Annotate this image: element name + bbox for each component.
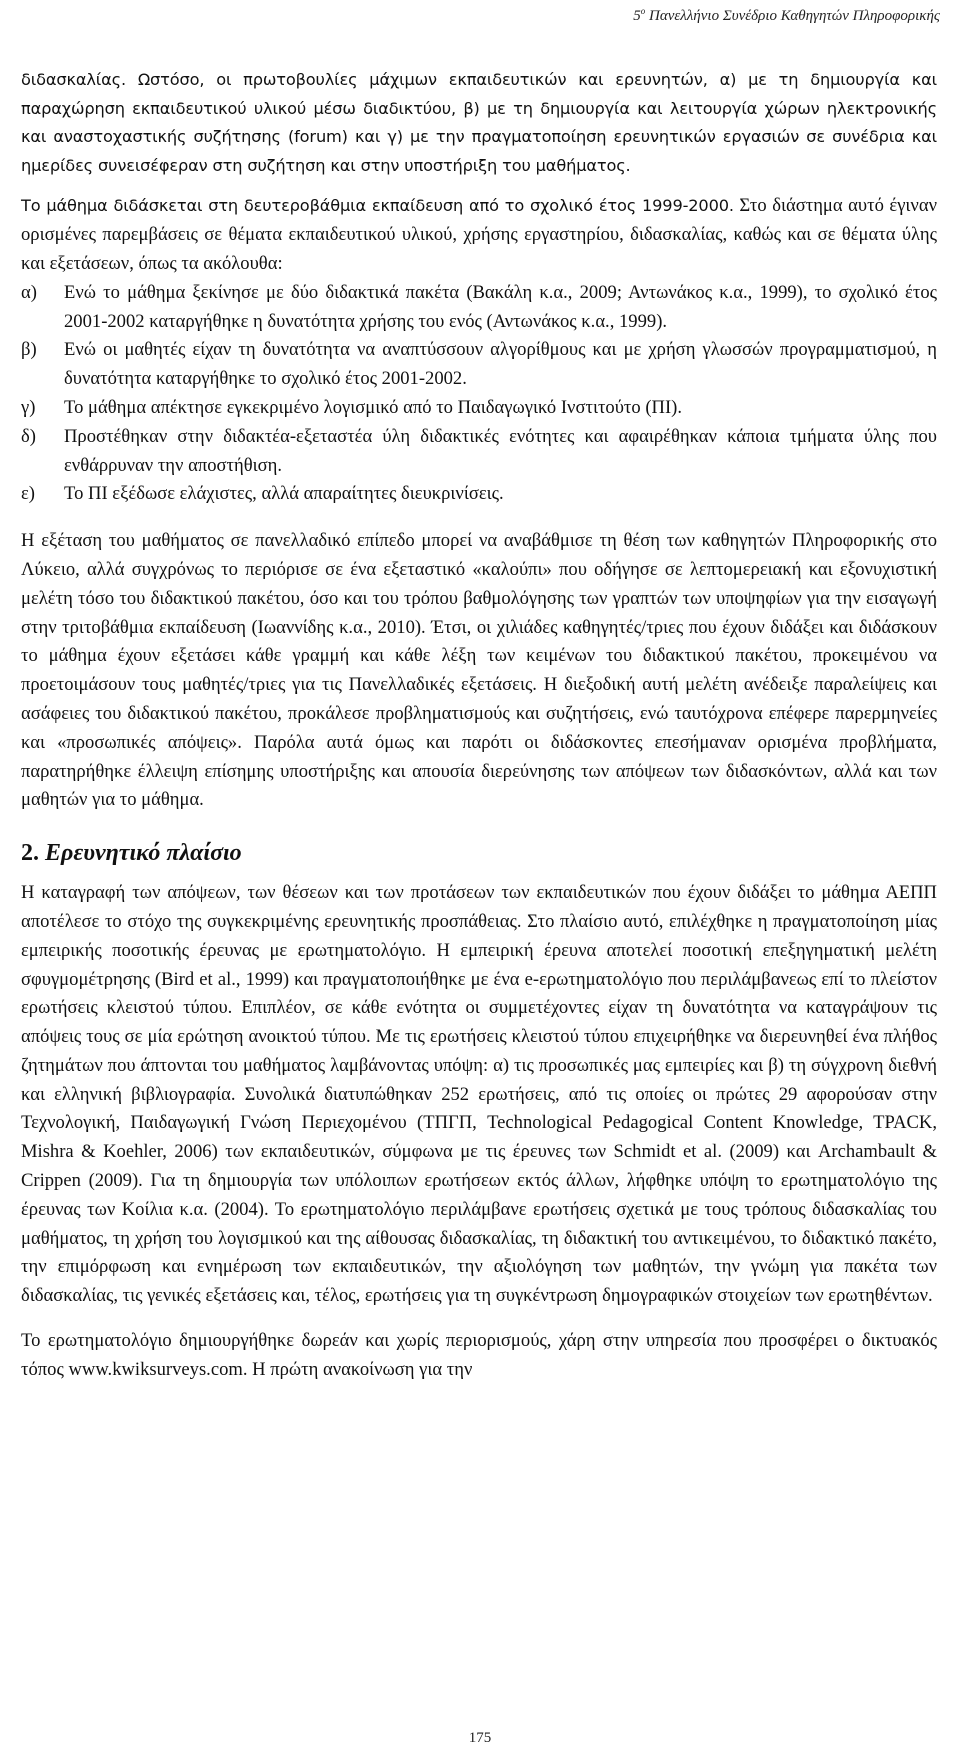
list-item — [21, 336, 937, 394]
section-title: Ερευνητικό πλαίσιο — [45, 840, 242, 867]
list-item-text: Ενώ το μάθημα ξεκίνησε με δύο διδακτικά πακέτα (Βακάλη κ.α., 2009; Αντωνάκος κ.α., 1999), το σχολικό έτος 2001-2002 καταργήθηκε η δυνατότητα χρήσης του ενός (Αντωνάκος κ.α., 1999). — [64, 281, 937, 332]
list-item — [21, 279, 937, 337]
list-item-text: Το ΠΙ εξέδωσε ελάχιστες, αλλά απαραίτητες διευκρινίσεις. — [64, 483, 504, 505]
section-heading — [21, 837, 937, 869]
list-item-text: Ενώ οι μαθητές είχαν τη δυνατότητα να αναπτύσσουν αλγορίθμους και με χρήση γλωσσών προγραμματισμού, η δυνατότητα καταργήθηκε το σχολικό έτος 2001-2002. — [64, 339, 937, 390]
survey-paragraph: Το ερωτηματολόγιο δημιουργήθηκε δωρεάν και χωρίς περιορισμούς, χάρη στην υπηρεσία που προσφέρει ο δικτυακός τόπος www.kwiksurveys.com. Η πρώτη ανακοίνωση για την — [21, 1330, 937, 1380]
course-paragraph-sans: Το μάθημα διδάσκεται στη δευτεροβάθμια εκπαίδευση από το σχολικό έτος 1999-2000. — [21, 196, 734, 216]
page-number: 175 — [468, 1730, 492, 1746]
list-item-text: Προστέθηκαν στην διδακτέα-εξεταστέα ύλη διδακτικές ενότητες και αφαιρέθηκαν κάποια τμήματα ύλης που ενθάρρυναν την αποστήθιση. — [64, 425, 937, 476]
header-ordinal: ο — [640, 6, 646, 16]
list-marker: δ) — [21, 425, 36, 447]
list-item — [21, 480, 937, 509]
list-marker: β) — [21, 339, 37, 361]
section-number: 2. — [21, 840, 39, 867]
course-paragraph-serif: Στο διάστημα αυτό έγιναν ορισμένες παρεμβάσεις σε θέματα εκπαιδευτικού υλικού, χρήσης εργαστηρίου, διδασκαλίας, καθώς και σε θέματα ύλης και εξετάσεων, όπως τα ακόλουθα: — [21, 195, 937, 274]
list-item-text: Το μάθημα απέκτησε εγκεκριμένο λογισμικό από το Παιδαγωγικό Ινστιτούτο (ΠΙ). — [64, 396, 683, 418]
research-paragraph: Η καταγραφή των απόψεων, των θέσεων και των προτάσεων των εκπαιδευτικών που έχουν διδάξει το μάθημα ΑΕΠΠ αποτέλεσε το στόχο της συγκεκριμένης ερευνητικής προσπάθειας. Στο πλαίσιο αυτό, επιλέχθηκε η πραγματοποίηση μίας εμπειρικής ποσοτικής έρευνας με ερωτηματολόγιο. Η εμπειρική έρευνα αποτελεί ποσοτική επεξηγηματική μελέτη σφυγμομέτρησης (Bird et al., 1999) και πραγματοποιήθηκε με ένα e-ερωτηματολόγιο που περιλάμβανεως επί το πλείστον ερωτήσεις κλειστού τύπου. Επιπλέον, σε κάθε ενότητα οι συμμετέχοντες είχαν τη δυνατότητα να καταγράψουν τις απόψεις τους σε μία ερώτηση ανοικτού τύπου. Με τις ερωτήσεις κλειστού τύπου επιχειρήθηκε να διερευνηθεί ένα πλήθος ζητημάτων που άπτονται του μαθήματος λαμβάνοντας υπόψη: α) τις προσωπικές μας εμπειρίες και β) τη σύγχρονη διεθνή και ελληνική βιβλιογραφία. Συνολικά διατυπώθηκαν 252 ερωτήσεις, από τις οποίες οι πρώτες 29 αφορούσαν στην Τεχνολογική, Παιδαγωγική Γνώση Περιεχομένου (ΤΠΓΠ, Technological Pedagogical Content Knowledge, TPACK, Mishra & Koehler, 2006) των εκπαιδευτικών, σύμφωνα με τις έρευνες των Schmidt et al. (2009) και Archambault & Crippen (2009). Για τη δημιουργία των υπόλοιπων ερωτήσεων εκτός άλλων, λήφθηκε υπόψη το ερωτηματολόγιο της έρευνας των Κοίλια κ.α. (2004). Το ερωτηματολόγιο περιλάμβανε ερωτήσεις σχετικά με τους τρόπους διδασκαλίας του μαθήματος, τη χρήση του λογισμικού και της αίθουσας διδασκαλίας, τη διδακτική του αντικειμένου, το διδακτικό πακέτο, την επιμόρφωση και ενημέρωση των εκπαιδευτικών, την αξιολόγηση των μαθητών, την γνώμη για πακέτα των διδασκαλίας, τις γενικές εξετάσεις και, τέλος, ερωτήσεις για τη συγκέντρωση δημογραφικών στοιχείων των ερωτηθέντων. — [21, 882, 937, 1307]
course-paragraph — [21, 192, 937, 278]
list-item — [21, 423, 937, 481]
header-title: Πανελλήνιο Συνέδριο Καθηγητών Πληροφορικής — [645, 8, 940, 24]
interventions-list — [21, 279, 937, 509]
header-conference-number: 5 — [633, 8, 641, 24]
document-body — [21, 66, 937, 1385]
running-header — [633, 6, 940, 25]
list-marker: α) — [21, 281, 37, 303]
exam-paragraph: Η εξέταση του μαθήματος σε πανελλαδικό επίπεδο μπορεί να αναβάθμισε τη θέση των καθηγητών Πληροφορικής στο Λύκειο, αλλά συγχρόνως το περιόρισε σε ένα εξεταστικό «καλούπι» που οδήγησε σε λεπτομερειακή και εξονυχιστική μελέτη τόσο του διδακτικού πακέτου, όσο και του τρόπου βαθμολόγησης των γραπτών των υποψηφίων για την εισαγωγή στην τριτοβάθμια εκπαίδευση (Ιωαννίδης κ.α., 2010). Έτσι, οι χιλιάδες καθηγητές/τριες που έχουν διδάξει και διδάσκουν το μάθημα έχουν εξετάσει κάθε γραμμή και κάθε λέξη των κειμένων του διδακτικού πακέτου, προκειμένου να προετοιμάσουν τους μαθητές/τριες για τις Πανελλαδικές εξετάσεις. Η διεξοδική αυτή μελέτη ανέδειξε παραλείψεις και ασάφειες του διδακτικού πακέτου, προκάλεσε προβληματισμούς και συζητήσεις, ενώ ταυτόχρονα επέφερε παρερμηνείες και «προσωπικές απόψεις». Παρόλα αυτά όμως και παρότι οι διδάσκοντες επεσήμαναν ορισμένα προβλήματα, παρατηρήθηκε έλλειψη επίσημης υποστήριξης και απουσία διερεύνησης των απόψεων των διδασκόντων, αλλά και των μαθητών για το μάθημα. — [21, 530, 937, 811]
list-item — [21, 394, 937, 423]
list-marker: γ) — [21, 396, 36, 418]
list-marker: ε) — [21, 483, 35, 505]
intro-paragraph: διδασκαλίας. Ωστόσο, οι πρωτοβουλίες μάχιμων εκπαιδευτικών και ερευνητών, α) με τη δημιουργία και παραχώρηση εκπαιδευτικού υλικού μέσω διαδικτύου, β) με τη δημιουργία και λειτουργία χώρων ηλεκτρονικής και αναστοχαστικής συζήτησης (forum) και γ) με την πραγματοποίηση ερευνητικών εργασιών σε συνέδρια και ημερίδες συνεισέφεραν στη συζήτηση και στην υποστήριξη του μαθήματος. — [21, 70, 937, 175]
